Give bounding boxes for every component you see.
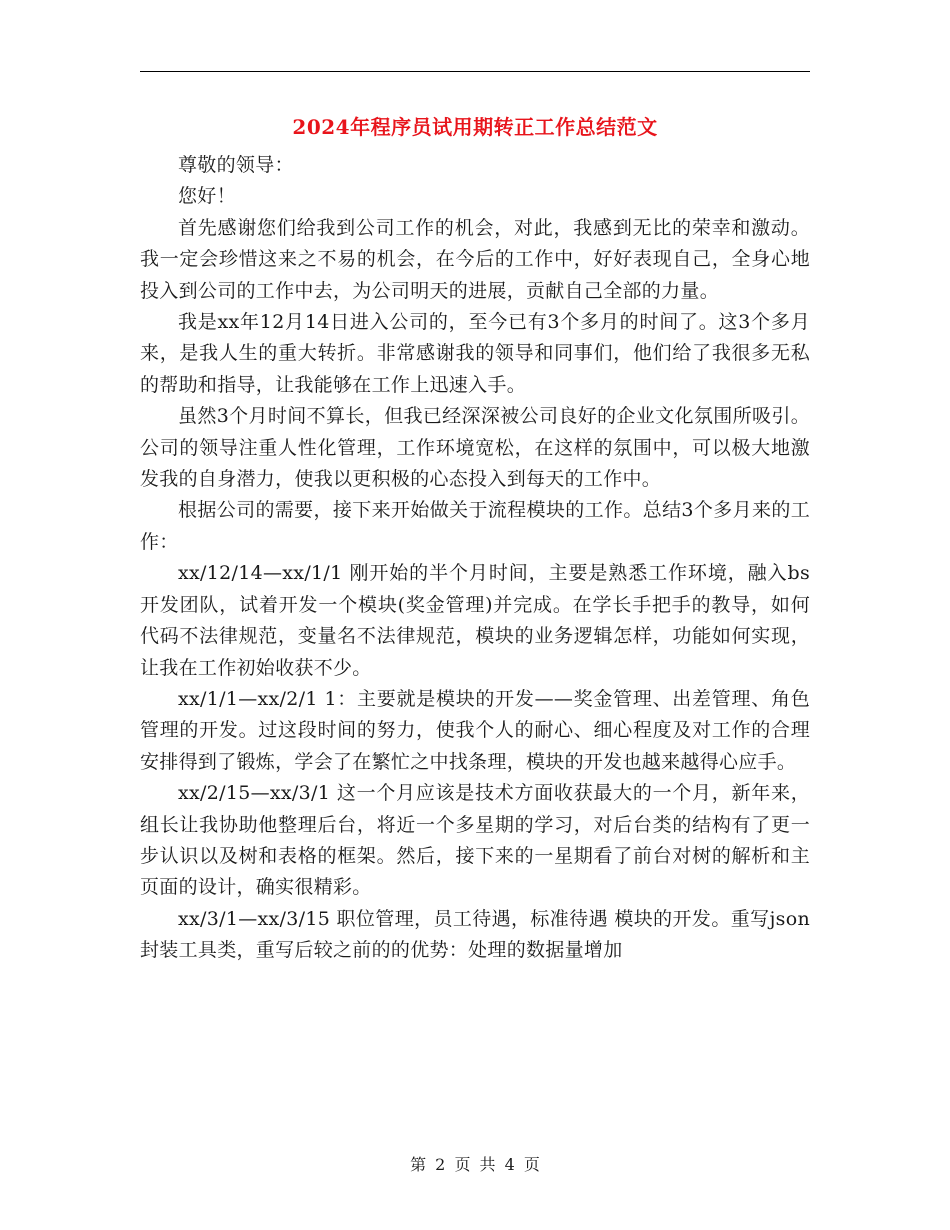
body-paragraph: 我是xx年12月14日进入公司的，至今已有3个多月的时间了。这3个多月来，是我人生的重大转折。非常感谢我的领导和同事们，他们给了我很多无私的帮助和指导，让我能够在工作上迅速入手。 xyxy=(140,311,810,396)
body-paragraph: 虽然3个月时间不算长，但我已经深深被公司良好的企业文化氛围所吸引。公司的领导注重人性化管理，工作环境宽松，在这样的氛围中，可以极大地激发我的自身潜力，使我以更积极的心态投入到每天的工作中。 xyxy=(140,405,810,491)
body-paragraph: xx/1/1—xx/2/1 1：主要就是模块的开发——奖金管理、出差管理、角色管理的开发。过这段时间的努力，使我个人的耐心、细心程度及对工作的合理安排得到了锻炼，学会了在繁忙之中找条理，模块的开发也越来越得心应手。 xyxy=(140,687,810,773)
document-title: 2024年程序员试用期转正工作总结范文 xyxy=(292,115,658,139)
greeting: 您好！ xyxy=(178,185,236,208)
body-paragraph: xx/12/14—xx/1/1 刚开始的半个月时间，主要是熟悉工作环境，融入bs开发团队，试着开发一个模块(奖金管理)并完成。在学长手把手的教导，如何代码不法律规范，变量名不法律规范，模块的业务逻辑怎样，功能如何实现，让我在工作初始收获不少。 xyxy=(140,562,810,679)
salutation: 尊敬的领导： xyxy=(178,154,294,176)
header-rule xyxy=(140,71,810,72)
body-paragraph: xx/3/1—xx/3/15 职位管理，员工待遇，标准待遇 模块的开发。重写json封装工具类，重写后较之前的的优势：处理的数据量增加 xyxy=(140,907,810,962)
body-paragraph: 首先感谢您们给我到公司工作的机会，对此，我感到无比的荣幸和激动。我一定会珍惜这来之不易的机会，在今后的工作中，好好表现自己，全身心地投入到公司的工作中去，为公司明天的进展，贡献自己全部的力量。 xyxy=(140,216,810,302)
document-body xyxy=(140,150,810,967)
page-number-footer: 第 2 页 共 4 页 xyxy=(410,1155,540,1174)
body-paragraph: 根据公司的需要，接下来开始做关于流程模块的工作。总结3个多月来的工作： xyxy=(140,499,810,553)
body-paragraph: xx/2/15—xx/3/1 这一个月应该是技术方面收获最大的一个月，新年来，组长让我协助他整理后台，将近一个多星期的学习，对后台类的结构有了更一步认识以及树和表格的框架。然后，接下来的一星期看了前台对树的解析和主页面的设计，确实很精彩。 xyxy=(140,782,810,899)
